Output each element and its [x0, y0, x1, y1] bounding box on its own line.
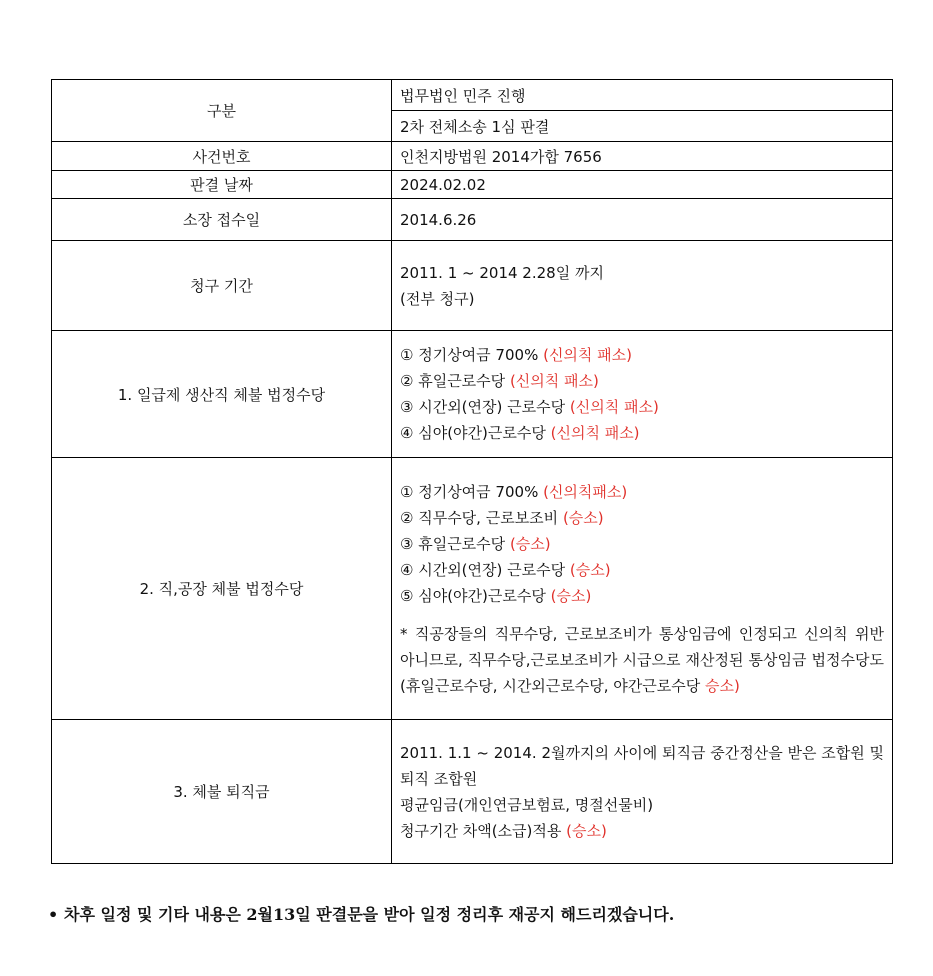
section3-items [392, 720, 893, 864]
section2-items [392, 458, 893, 720]
category-value-firm: 법무법인 민주 진행 [392, 80, 893, 111]
section2-row [52, 458, 893, 720]
claim-period-note: (전부 청구) [400, 289, 475, 308]
result-text: (승소) [562, 508, 604, 527]
judgment-date-label: 판결 날짜 [52, 171, 392, 199]
result-text: (승소) [509, 534, 551, 553]
section1-label: 1. 일급제 생산직 체불 법정수당 [52, 331, 392, 458]
footer-text: 차후 일정 및 기타 내용은 2월13일 판결문을 받아 일정 정리후 재공지 해드리겠습니다. [64, 905, 675, 924]
section2-item: ① 정기상여금 700% (신의칙패소) [400, 482, 628, 501]
footer-notice [48, 902, 674, 925]
section1-item: ④ 심야(야간)근로수당 (신의칙 패소) [400, 424, 640, 442]
section3-line2: 평균임금(개인연금보험료, 명절선물비) [400, 795, 654, 814]
section2-item: ④ 시간외(연장) 근로수당 (승소) [400, 560, 611, 579]
section2-label: 2. 직,공장 체불 법정수당 [52, 458, 392, 720]
section1-item: ③ 시간외(연장) 근로수당 (신의칙 패소) [400, 398, 659, 416]
claim-period-row [52, 241, 893, 331]
filing-date-value: 2014.6.26 [392, 199, 893, 241]
result-text: (승소) [569, 560, 611, 579]
filing-date-label: 소장 접수일 [52, 199, 392, 241]
section2-item: ② 직무수당, 근로보조비 (승소) [400, 508, 604, 527]
claim-period-cell [392, 241, 893, 331]
category-label: 구분 [52, 80, 392, 142]
case-number-value: 인천지방법원 2014가합 7656 [392, 142, 893, 171]
filing-date-row [52, 199, 893, 241]
category-row-1 [52, 80, 893, 111]
bullet-icon: • [48, 905, 59, 924]
judgment-date-row [52, 171, 893, 199]
category-value-trial: 2차 전체소송 1심 판결 [392, 111, 893, 142]
section3-label: 3. 체불 퇴직금 [52, 720, 392, 864]
section3-line3: 청구기간 차액(소급)적용 (승소) [400, 821, 607, 840]
case-number-row [52, 142, 893, 171]
result-text: (신의칙 패소) [543, 346, 633, 364]
result-text: (승소) [566, 821, 607, 840]
section1-item: ① 정기상여금 700% (신의칙 패소) [400, 346, 633, 364]
case-number-label: 사건번호 [52, 142, 392, 171]
claim-period-label: 청구 기간 [52, 241, 392, 331]
section2-note: * 직공장들의 직무수당, 근로보조비가 통상임금에 인정되고 신의칙 위반 아니므로, 직무수당,근로보조비가 시급으로 재산정된 통상임금 법정수당도(휴일근로수당, 시간외근로수당, 야간근로수당 승소) [400, 624, 884, 695]
section2-item: ⑤ 심야(야간)근로수당 (승소) [400, 586, 592, 605]
judgment-date-value: 2024.02.02 [392, 171, 893, 199]
section3-row [52, 720, 893, 864]
section1-item: ② 휴일근로수당 (신의칙 패소) [400, 372, 599, 390]
section3-line1: 2011. 1.1 ~ 2014. 2월까지의 사이에 퇴직금 중간정산을 받은 조합원 및 퇴직 조합원 [400, 743, 884, 788]
result-text: (승소) [550, 586, 592, 605]
claim-period-value: 2011. 1 ~ 2014 2.28일 까지 [400, 263, 604, 282]
result-text: (신의칙패소) [543, 482, 628, 501]
section1-row [52, 331, 893, 458]
section2-item: ③ 휴일근로수당 (승소) [400, 534, 551, 553]
section1-items [392, 331, 893, 458]
result-text: (신의칙 패소) [550, 424, 640, 442]
judgment-summary-table [51, 79, 893, 864]
result-text: 승소) [705, 676, 740, 695]
result-text: (신의칙 패소) [509, 372, 599, 390]
result-text: (신의칙 패소) [569, 398, 659, 416]
